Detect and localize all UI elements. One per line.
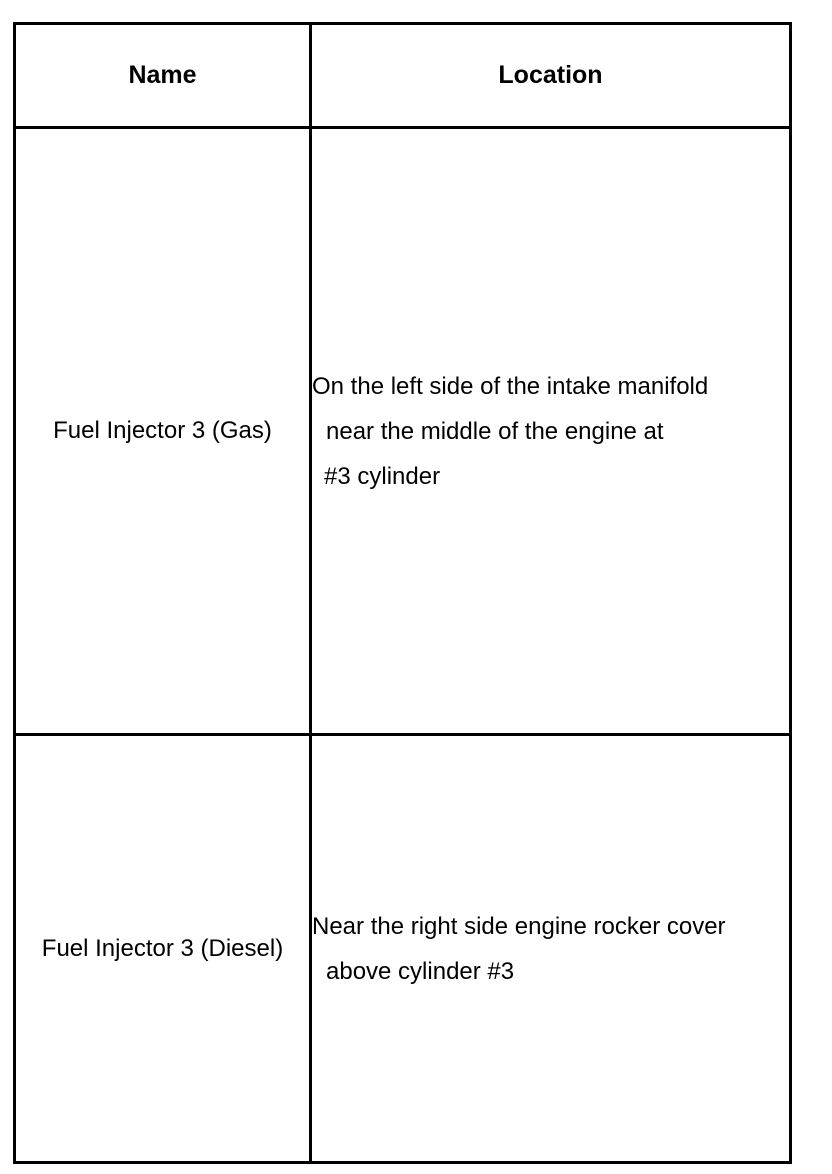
row-1-location (312, 364, 708, 499)
header-name-cell (16, 25, 309, 126)
header-location: Location (498, 61, 603, 89)
row-1-name: Fuel Injector 3 (Gas) (53, 417, 272, 444)
table-row-2-location-cell (312, 736, 789, 1161)
row-1-location-line: On the left side of the intake manifold (312, 372, 709, 400)
header-location-cell (312, 25, 789, 126)
table-row-2-name-cell (16, 736, 309, 1161)
header-name: Name (128, 61, 197, 89)
row-2-location (312, 904, 726, 994)
row-1-location-line: #3 cylinder (324, 462, 441, 490)
row-1-location-line: near the middle of the engine at (326, 417, 664, 445)
row-2-name: Fuel Injector 3 (Diesel) (41, 934, 284, 962)
row-2-location-line: above cylinder #3 (326, 957, 515, 985)
row-2-location-line: Near the right side engine rocker cover (312, 912, 726, 940)
table-row-1-name-cell (16, 129, 309, 733)
component-location-table (13, 22, 792, 1164)
table-row-1-location-cell (312, 129, 789, 733)
